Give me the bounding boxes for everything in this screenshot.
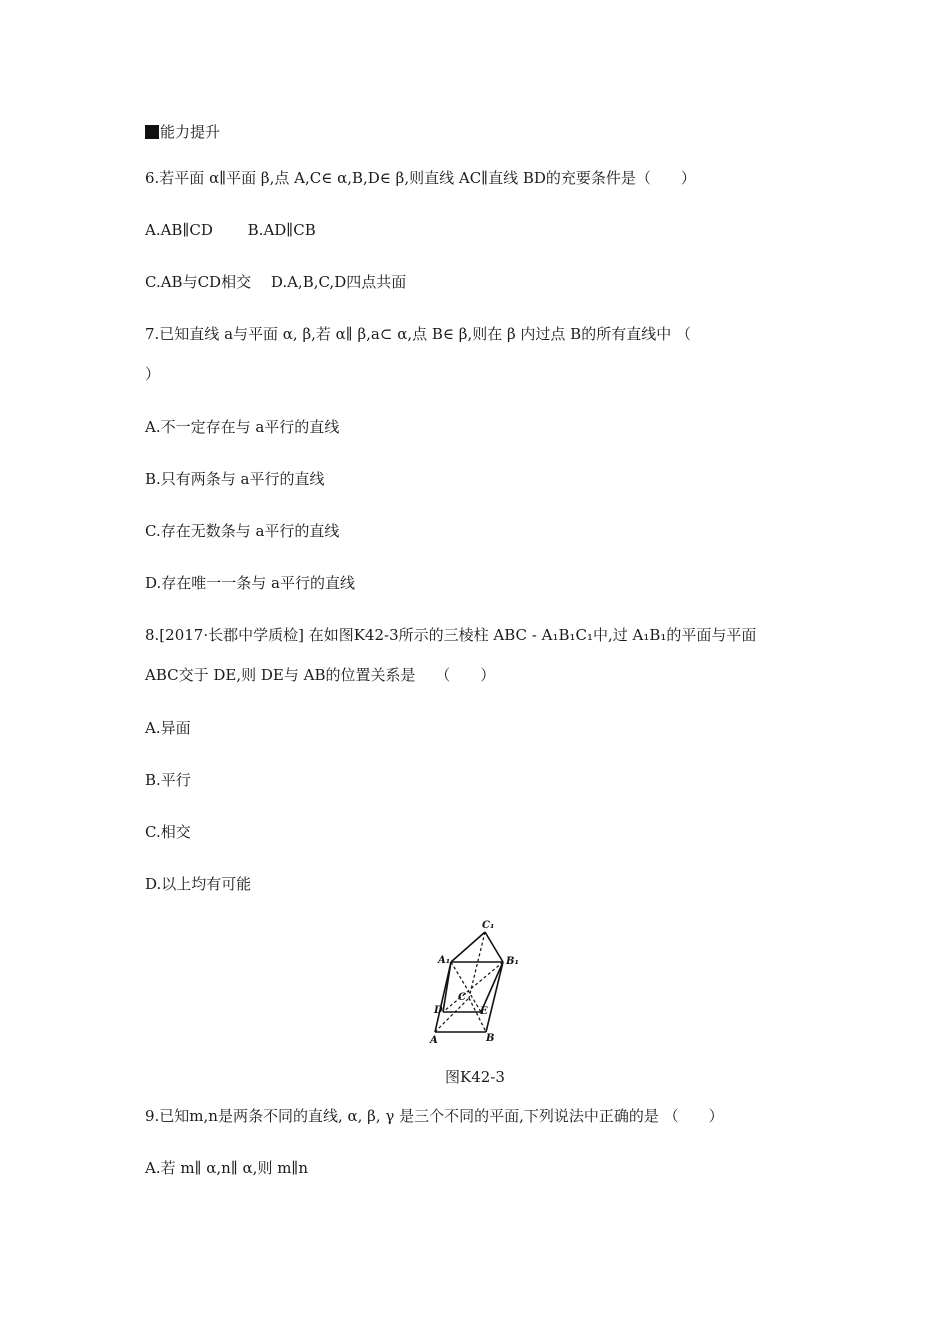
q8-option-a: A.异面 [145,719,191,737]
q7-option-a: A.不一定存在与 a平行的直线 [145,418,340,436]
label-a: A [430,1035,438,1045]
edge-b1b [486,962,503,1032]
q9-stem: 9.已知m,n是两条不同的直线, α, β, γ 是三个不同的平面,下列说法中正确的是 （ ） [145,1107,724,1125]
label-b1: B₁ [506,956,519,967]
section-heading [145,122,220,142]
q8-option-b: B.平行 [145,771,191,789]
q8-option-c: C.相交 [145,823,191,841]
q7-option-b: B.只有两条与 a平行的直线 [145,470,325,488]
black-square-icon [145,125,159,139]
label-a1: A₁ [438,955,451,966]
q7-option-d: D.存在唯一一条与 a平行的直线 [145,574,355,592]
edge-a1c1 [451,932,485,962]
segment-b1d-hidden [443,962,503,1012]
q7-option-c: C.存在无数条与 a平行的直线 [145,522,340,540]
label-c: C [458,992,466,1003]
q7-stem-continued: ） [145,365,161,383]
q8-stem-continued: ABC交于 DE,则 DE与 AB的位置关系是 （ ） [145,666,496,684]
label-b: B [486,1033,495,1044]
q6-options-cd: C.AB与CD相交 D.A,B,C,D四点共面 [145,273,407,291]
q8-option-d: D.以上均有可能 [145,875,252,893]
segment-a1e-hidden [451,962,481,1012]
figure-caption: 图K42-3 [445,1068,505,1086]
q6-stem: 6.若平面 α∥平面 β,点 A,C∈ α,B,D∈ β,则直线 AC∥直线 BD的充要条件是（ ） [145,169,696,187]
label-c1: C₁ [482,920,495,931]
q8-stem: 8.[2017·长郡中学质检] 在如图K42-3所示的三棱柱 ABC - A₁B₁C₁中,过 A₁B₁的平面与平面 [145,626,757,644]
section-title: 能力提升 [160,123,221,141]
label-e: E [480,1006,488,1017]
triangular-prism-figure [425,915,530,1045]
segment-a1d [443,962,451,1012]
q6-options-ab: A.AB∥CD B.AD∥CB [145,221,316,239]
label-d: D [434,1005,443,1016]
q9-option-a: A.若 m∥ α,n∥ α,则 m∥n [145,1159,309,1177]
q7-stem: 7.已知直线 a与平面 α, β,若 α∥ β,a⊂ α,点 B∈ β,则在 β 内过点 B的所有直线中 （ [145,325,691,343]
edge-c1b1 [485,932,503,962]
